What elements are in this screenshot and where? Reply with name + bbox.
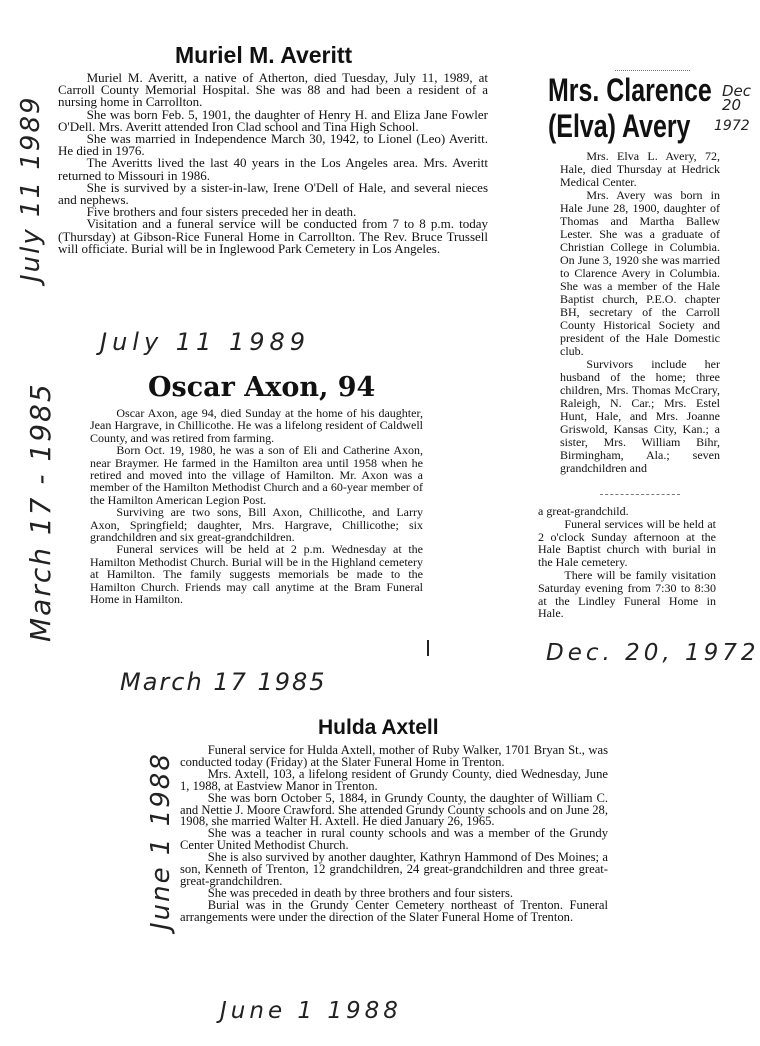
axon-title: Oscar Axon, 94 bbox=[148, 372, 376, 403]
paragraph: Funeral services will be held at 2 o'clock Sunday afternoon at the Hale Baptist church with burial in the Hale cemetery. bbox=[538, 516, 716, 570]
divider bbox=[427, 640, 429, 656]
paragraph: Muriel M. Averitt, a native of Atherton, died Tuesday, July 11, 1989, at Carroll County Memorial Hospital. She was 88 and had been a resident of a nursing home in Carrollton. bbox=[58, 70, 488, 110]
paragraph: She was a teacher in rural county schools and was a member of the Grundy Center United Methodist Church. bbox=[180, 826, 608, 853]
paragraph: Born Oct. 19, 1980, he was a son of Eli and Catherine Axon, near Braymer. He farmed in the Hamilton area until 1958 when he retired and moved into the village of Hamilton. Mr. Axon was a member of the Hamilton Methodist Church and a 60-year member of the Hamilton American Legion Post. bbox=[90, 443, 423, 507]
paragraph: She was born Feb. 5, 1901, the daughter of Henry H. and Eliza Jane Fowler O'Dell. Mrs. Averitt attended Iron Clad school and Tina High School. bbox=[58, 106, 488, 134]
paragraph: a great-grandchild. bbox=[538, 504, 629, 518]
paragraph: Mrs. Avery was born in Hale June 28, 1900, daughter of Thomas and Martha Ballew Lester. She was a graduate of Christian College in Columbia. On June 3, 1920 she was married to Clarence Avery in Columbia. She was a member of the Hale Baptist church, P.E.O. chapter BH, secretary of the Carroll County Historical Society and president of the Hale Domestic club. bbox=[560, 188, 720, 358]
avery-title-line1: Mrs. Clarence bbox=[548, 72, 712, 108]
paragraph: She was preceded in death by three brothers and four sisters. bbox=[207, 885, 514, 900]
clipping-edge bbox=[615, 70, 690, 71]
paragraph: She was married in Independence March 30, 1942, to Lionel (Leo) Averitt. He died in 1976. bbox=[58, 131, 488, 159]
axtell-title: Hulda Axtell bbox=[318, 716, 439, 739]
handwritten-date: March 17 1985 bbox=[120, 668, 327, 696]
paragraph: She was born October 5, 1884, in Grundy County, the daughter of William C. and Nettie J. Moore Crawford. She attended Grundy County schools and on June 28, 1908, she married Walter H. Axtell. He died January 26, 1965. bbox=[180, 790, 608, 829]
avery-title bbox=[548, 72, 712, 144]
paragraph: Funeral service for Hulda Axtell, mother of Ruby Walker, 1701 Bryan St., was conducted today (Friday) at the Slater Funeral Home in Trenton. bbox=[180, 743, 608, 769]
averitt-title: Muriel M. Averitt bbox=[175, 42, 353, 68]
handwritten-date-side: July 11 1989 bbox=[16, 95, 46, 282]
paragraph: Burial was in the Grundy Center Cemetery northeast of Trenton. Funeral arrangements were under the direction of the Slater Funeral Home of Trenton. bbox=[180, 897, 608, 924]
paragraph: Mrs. Axtell, 103, a lifelong resident of Grundy County, died Wednesday, June 1, 1988, at Eastview Manor in Trenton. bbox=[180, 766, 608, 793]
handwritten-date: Dec. 20, 1972 bbox=[546, 640, 760, 666]
handwritten-date: July 11 1989 bbox=[100, 328, 311, 356]
handwritten-note: Dec 20 bbox=[722, 82, 752, 114]
paragraph: She is also survived by another daughter, Kathryn Hammond of Des Moines; a son, Kenneth of Trenton, 12 grandchildren, 24 great-grandchildren and three great-great-grandchildren. bbox=[180, 850, 608, 888]
handwritten-note: 1972 bbox=[714, 118, 750, 134]
clipping-edge bbox=[600, 494, 680, 495]
paragraph: There will be family visitation Saturday evening from 7:30 to 8:30 at the Lindley Funeral Home in Hale. bbox=[538, 567, 716, 621]
paragraph: Survivors include her husband of the home; three children, Mrs. Thomas McCrary, Raleigh, N. Car.; Mrs. Estel Hunt, Hale, and Mrs. Joanne Griswold, Kansas City, Kan.; a sister, Mrs. William Bihr, Birmingham, Ala.; seven grandchildren and bbox=[560, 357, 720, 475]
paragraph: Five brothers and four sisters preceded her in death. bbox=[86, 204, 357, 220]
paragraph: She is survived by a sister-in-law, Irene O'Dell of Hale, and several nieces and nephews. bbox=[58, 179, 488, 208]
axtell-body bbox=[180, 745, 608, 924]
avery-title-line2: (Elva) Avery bbox=[548, 108, 691, 144]
paragraph: Oscar Axon, age 94, died Sunday at the home of his daughter, Jean Hargrave, in Chillicothe. He was a lifelong resident of Caldwell County, and was retired from farming. bbox=[90, 406, 423, 445]
handwritten-date-side: June 1 1988 bbox=[146, 752, 176, 930]
axon-body bbox=[90, 407, 423, 606]
avery-body-bottom bbox=[538, 505, 716, 620]
handwritten-date: June 1 1988 bbox=[220, 998, 402, 1024]
paragraph: Visitation and a funeral service will be conducted from 7 to 8 p.m. today (Thursday) at Gibson-Rice Funeral Home in Carrollton. The Rev. Bruce Trussell will officiate. Burial will be in Inglewood Park Cemetery in Los Angeles. bbox=[58, 216, 488, 256]
paragraph: Funeral services will be held at 2 p.m. Wednesday at the Hamilton Methodist Church. Burial will be in the Highland cemetery at Hamilton. The family suggests memorials be made to the Hamilton Church. Friends may call anytime at the Bram Funeral Home in Hamilton. bbox=[90, 542, 423, 607]
avery-body-top bbox=[560, 150, 720, 475]
averitt-body bbox=[58, 72, 488, 255]
paragraph: Mrs. Elva L. Avery, 72, Hale, died Thursday at Hedrick Medical Center. bbox=[560, 149, 720, 189]
handwritten-date-side: March 17 - 1985 bbox=[24, 382, 57, 642]
paragraph: Surviving are two sons, Bill Axon, Chillicothe, and Larry Axon, Springfield; daughter, Mrs. Hargrave, Chillicothe; six grandchildren and six great-grandchildren. bbox=[90, 505, 423, 545]
paragraph: The Averitts lived the last 40 years in the Los Angeles area. Mrs. Averitt returned to Missouri in 1986. bbox=[58, 155, 488, 183]
